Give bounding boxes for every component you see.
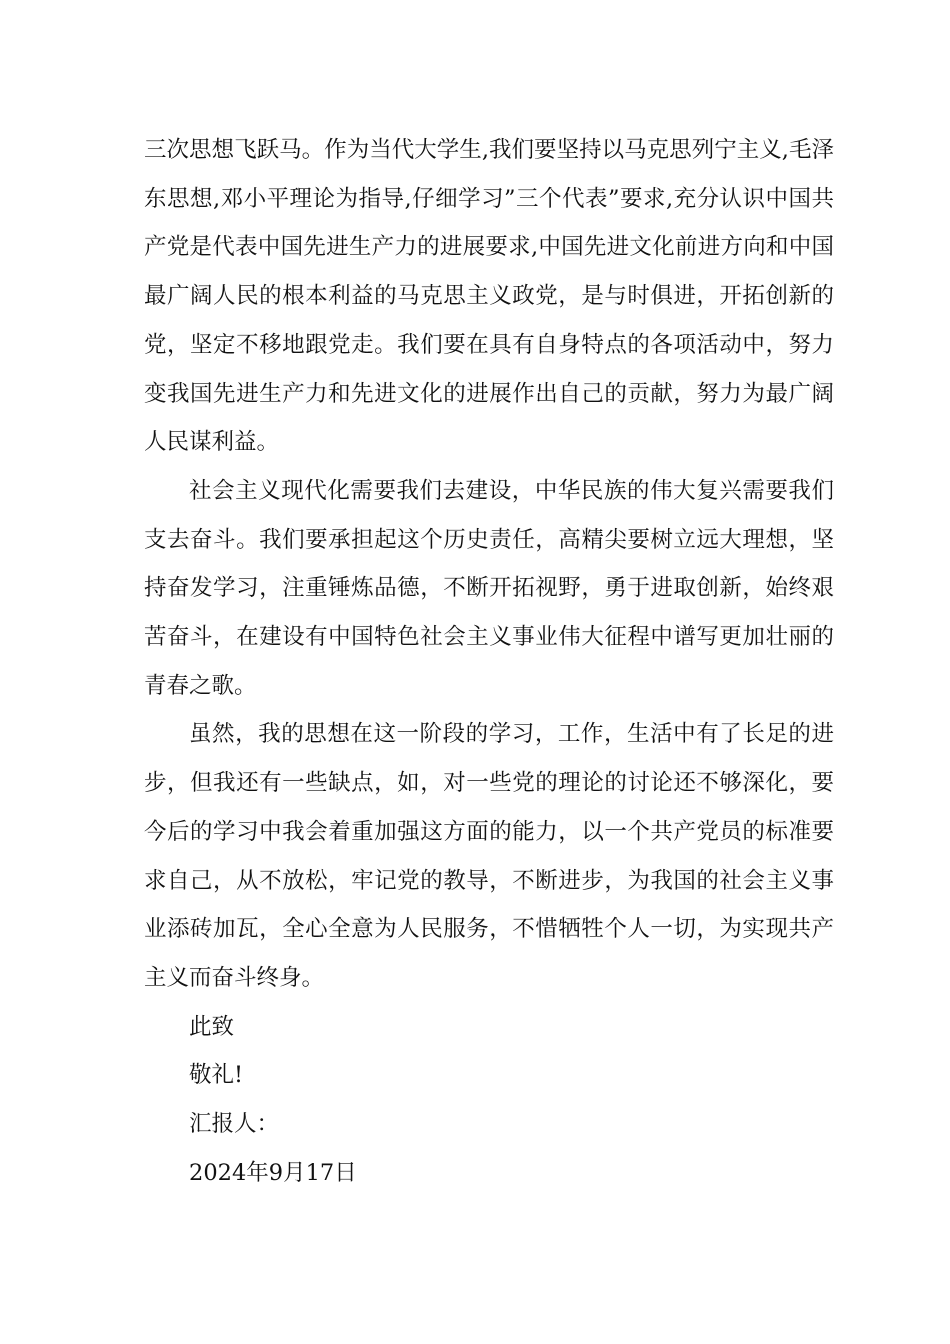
report-date: 2024年9月17日 [189,1159,357,1186]
reporter-label: 汇报人： [189,1111,280,1138]
paragraph-3: 虽然，我的思想在这一阶段的学习，工作，生活中有了长足的进步，但我还有一些缺点，如，对一些党的理论的讨论还不够深化，要今后的学习中我会着重加强这方面的能力，以一个共产党员的标准要求自己，从不放松，牢记党的教导，不断进步，为我国的社会主义事业添砖加瓦，全心全意为人民服务，不惜牺牲个人一切，为实现共产主义而奋斗终身。 [144,721,834,991]
document-body [144,126,834,1197]
paragraph-2: 社会主义现代化需要我们去建设，中华民族的伟大复兴需要我们支去奋斗。我们要承担起这个历史责任，高精尖要树立远大理想，坚持奋发学习，注重锤炼品德，不断开拓视野，勇于进取创新，始终艰苦奋斗，在建设有中国特色社会主义事业伟大征程中谱写更加壮丽的青春之歌。 [144,477,834,699]
closing-salutation: 此致 [189,1013,235,1040]
closing-regards: 敬礼! [189,1062,244,1089]
paragraph-1: 三次思想飞跃马。作为当代大学生,我们要坚持以马克思列宁主义,毛泽东思想,邓小平理论为指导,仔细学习”三个代表”要求,充分认识中国共产党是代表中国先进生产力的进展要求,中国先进文化前进方向和中国最广阔人民的根本利益的马克思主义政党，是与时俱进，开拓创新的党，坚定不移地跟党走。我们要在具有自身特点的各项活动中，努力变我国先进生产力和先进文化的进展作出自己的贡献，努力为最广阔人民谋利益。 [144,137,834,456]
